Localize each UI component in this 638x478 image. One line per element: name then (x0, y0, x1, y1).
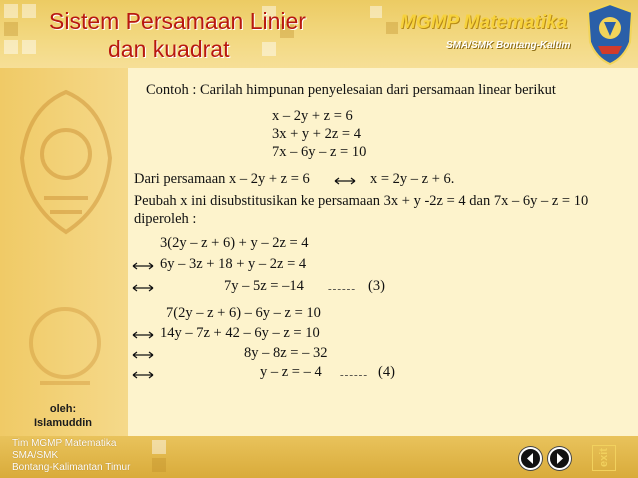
equation-tag-3: (3) (368, 278, 385, 294)
left-arrow-icon (521, 449, 540, 468)
emblem-watermark (14, 88, 118, 238)
emblem-logo (584, 2, 636, 66)
footer-line-3: Bontang-Kalimantan Timur (12, 462, 131, 473)
step-2: 6y – 3z + 18 + y – 2z = 4 (160, 256, 307, 272)
equation-2: 3x + y + 2z = 4 (272, 126, 361, 142)
author-name: Islamuddin (33, 417, 93, 429)
author-block (20, 402, 106, 430)
separator-dots: ------ (328, 283, 356, 295)
equation-3: 7x – 6y – z = 10 (272, 144, 367, 160)
footer-credits (12, 438, 130, 474)
exit-button[interactable]: exit (592, 445, 616, 471)
previous-slide-button[interactable] (519, 447, 542, 470)
step-5: 14y – 7z + 42 – 6y – z = 10 (160, 325, 320, 341)
substitution-text: Peubah x ini disubstitusikan ke persamaan 3x + y -2z = 4 dan 7x – 6y – z = 10 diperoleh : (134, 193, 589, 227)
from-equation-text: Dari persamaan x – 2y + z = 6 (134, 171, 310, 187)
step-6: 8y – 8z = – 32 (244, 345, 328, 361)
double-arrow-icon (132, 351, 154, 359)
double-arrow-icon (132, 284, 154, 292)
slide-title-line1: Sistem Persamaan Linier (49, 8, 306, 34)
step-7: y – z = – 4 (260, 364, 322, 380)
step-1: 3(2y – z + 6) + y – 2z = 4 (160, 235, 309, 251)
equation-1: x – 2y + z = 6 (272, 108, 353, 124)
separator-dots: ------ (340, 369, 368, 381)
emblem-watermark-lower (20, 293, 110, 403)
double-arrow-icon (132, 331, 154, 339)
double-arrow-icon (132, 371, 154, 379)
slide-title-line2: dan kuadrat (108, 36, 230, 62)
footer-line-1: Tim MGMP Matematika (12, 438, 117, 449)
right-arrow-icon (550, 449, 569, 468)
double-arrow-icon (334, 177, 356, 185)
double-arrow-icon (132, 262, 154, 270)
author-label: oleh: (49, 403, 77, 415)
step-4: 7(2y – z + 6) – 6y – z = 10 (166, 305, 321, 321)
brand-title: MGMP Matematika (400, 12, 568, 33)
next-slide-button[interactable] (548, 447, 571, 470)
footer-line-2: SMA/SMK (12, 450, 59, 461)
step-3: 7y – 5z = –14 (224, 278, 304, 294)
equation-tag-4: (4) (378, 364, 395, 380)
slide-content (128, 68, 638, 436)
x-expression: x = 2y – z + 6. (370, 171, 455, 187)
brand-subtitle: SMA/SMK Bontang-Kaltim (446, 40, 571, 51)
intro-text: Contoh : Carilah himpunan penyelesaian dari persamaan linear berikut (146, 82, 556, 98)
